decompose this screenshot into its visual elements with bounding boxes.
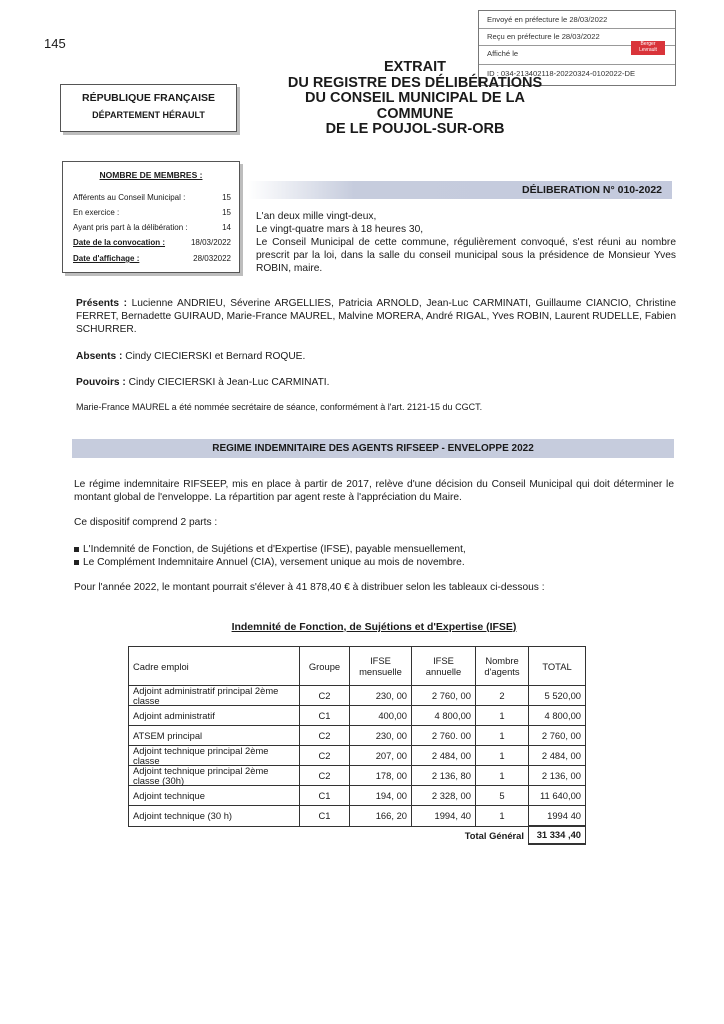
- table-cell: C2: [300, 726, 350, 746]
- table-cell: 1994 40: [529, 806, 586, 827]
- intro-line: L'an deux mille vingt-deux,: [256, 211, 377, 222]
- members-title: NOMBRE DE MEMBRES :: [99, 170, 203, 180]
- table-row: [129, 786, 586, 806]
- members-row-label: Afférents au Conseil Municipal :: [73, 193, 186, 202]
- bullet-text: L'Indemnité de Fonction, de Sujétions et d'Expertise (IFSE), payable mensuellement,: [83, 544, 466, 555]
- table-cell: 194, 00: [350, 786, 412, 806]
- table-cell: 400,00: [350, 706, 412, 726]
- column-header: Groupe: [300, 647, 350, 686]
- total-label: Total Général: [464, 829, 524, 841]
- table-cell: 5 520,00: [529, 686, 586, 706]
- table-row: [129, 706, 586, 726]
- members-row: [73, 193, 231, 202]
- body-paragraph: Le régime indemnitaire RIFSEEP, mis en place à partir de 2017, relève d'une décision du Conseil Municipal qui doit déterminer le montant global de l'enveloppe. La répartition par agent reste à l'appréciation du Maire.: [74, 479, 674, 503]
- bullet-icon: [74, 547, 79, 552]
- table-cell: 1: [476, 726, 529, 746]
- table-cell: 2 760. 00: [412, 726, 476, 746]
- table-cell: 230, 00: [350, 686, 412, 706]
- bullet-icon: [74, 560, 79, 565]
- republic-label: RÉPUBLIQUE FRANÇAISE: [81, 92, 215, 104]
- table-cell: 5: [476, 786, 529, 806]
- intro-line: Le vingt-quatre mars à 18 heures 30,: [256, 224, 424, 235]
- table-cell: C2: [300, 686, 350, 706]
- pouvoirs-text: Cindy CIECIERSKI à Jean-Luc CARMINATI.: [128, 377, 330, 388]
- table-cell: 2 484, 00: [529, 746, 586, 766]
- total-row: [129, 826, 586, 844]
- members-row: [73, 208, 231, 217]
- regime-title: REGIME INDEMNITAIRE DES AGENTS RIFSEEP - ENVELOPPE 2022: [212, 443, 534, 454]
- presents-paragraph: [76, 297, 676, 336]
- bullet-item: [74, 556, 674, 569]
- absents-text: Cindy CIECIERSKI et Bernard ROQUE.: [125, 351, 306, 362]
- table-cell: C1: [300, 706, 350, 726]
- secretaire-text: Marie-France MAUREL a été nommée secrétaire de séance, conformément à l'art. 2121-15 du CGCT.: [76, 402, 483, 412]
- table-cell: 2 328, 00: [412, 786, 476, 806]
- table-cell: 2: [476, 686, 529, 706]
- table-cell: ATSEM principal: [129, 726, 300, 746]
- column-header: TOTAL: [529, 647, 586, 686]
- table-cell: 207, 00: [350, 746, 412, 766]
- deliberation-banner: [248, 181, 672, 199]
- title-line: DE LE POUJOL-SUR-ORB: [325, 121, 505, 137]
- table-cell: 1994, 40: [412, 806, 476, 827]
- table-cell: 166, 20: [350, 806, 412, 827]
- members-row-value: 14: [222, 223, 231, 232]
- members-row-label: Date d'affichage :: [73, 254, 140, 263]
- table-cell: 4 800,00: [412, 706, 476, 726]
- title-line: DU REGISTRE DES DÉLIBÉRATIONS: [287, 74, 543, 91]
- presents-text: Lucienne ANDRIEU, Séverine ARGELLIES, Patricia ARNOLD, Jean-Luc CARMINATI, Guillaume CIANCIO, Christine FERRET, Bernadette GUIRAUD, Marie-France MAUREL, Malvine MORERA, André RIGAL, Yves ROBIN, Laurent RUDELLE, Fabien SCHURRER.: [76, 298, 676, 335]
- pouvoirs-paragraph: [76, 376, 676, 389]
- members-row: [73, 223, 231, 232]
- stamp-sent: Envoyé en préfecture le 28/03/2022: [487, 15, 608, 24]
- members-row-value: 18/03/2022: [190, 238, 231, 247]
- table-cell: 1: [476, 766, 529, 786]
- table-cell: Adjoint technique principal 2ème classe: [129, 746, 300, 766]
- table-cell: 2 136, 00: [529, 766, 586, 786]
- ifse-table: [128, 646, 586, 845]
- table-cell: C1: [300, 806, 350, 827]
- page-number: 145: [44, 36, 66, 51]
- members-row-label: En exercice :: [73, 208, 120, 217]
- table-cell: 1: [476, 706, 529, 726]
- title-line: COMMUNE: [376, 105, 454, 122]
- body-text: [74, 478, 674, 594]
- members-row-value: 28/032022: [193, 254, 231, 263]
- table-cell: Adjoint technique principal 2ème classe (30h): [129, 766, 300, 786]
- table-cell: C2: [300, 746, 350, 766]
- bullet-text: Le Complément Indemnitaire Annuel (CIA), versement unique au mois de novembre.: [83, 557, 465, 568]
- extract-title: [260, 60, 570, 138]
- body-paragraph: Pour l'année 2022, le montant pourrait s'élever à 41 878,40 € à distribuer selon les tableaux ci-dessous :: [74, 582, 545, 593]
- table-cell: Adjoint technique: [129, 786, 300, 806]
- column-header: IFSE mensuelle: [350, 647, 412, 686]
- table-row: [129, 726, 586, 746]
- table-cell: 2 760, 00: [529, 726, 586, 746]
- table-cell: Adjoint technique (30 h): [129, 806, 300, 827]
- table-cell: C1: [300, 786, 350, 806]
- members-row: [73, 238, 231, 247]
- table-cell: 1: [476, 746, 529, 766]
- members-row: [73, 254, 231, 263]
- table-row: [129, 686, 586, 706]
- bullet-item: [74, 543, 674, 556]
- column-header: IFSE annuelle: [412, 647, 476, 686]
- stamp-posted: Affiché le: [487, 49, 519, 58]
- regime-banner: [72, 439, 674, 458]
- column-header: Cadre emploi: [129, 647, 300, 686]
- republic-box: [60, 84, 237, 132]
- column-header: Nombre d'agents: [476, 647, 529, 686]
- members-row-value: 15: [222, 193, 231, 202]
- stamp-received: Reçu en préfecture le 28/03/2022: [487, 32, 600, 41]
- members-box: [62, 161, 240, 273]
- title-line: DU CONSEIL MUNICIPAL DE LA: [305, 90, 525, 106]
- pouvoirs-label: Pouvoirs :: [76, 377, 126, 388]
- table-cell: 11 640,00: [529, 786, 586, 806]
- title-line: EXTRAIT: [383, 59, 447, 75]
- table-cell: 178, 00: [350, 766, 412, 786]
- table-cell: 2 760, 00: [412, 686, 476, 706]
- table-row: [129, 746, 586, 766]
- table-cell: 2 136, 80: [412, 766, 476, 786]
- members-row-value: 15: [222, 208, 231, 217]
- table-cell: Adjoint administratif principal 2ème classe: [129, 686, 300, 706]
- absents-label: Absents :: [76, 351, 123, 362]
- stamp-id: ID : 034-213402118-20220324-0102022-DE: [487, 69, 636, 78]
- intro-text: [256, 210, 676, 275]
- table-cell: 4 800,00: [529, 706, 586, 726]
- intro-line: Le Conseil Municipal de cette commune, régulièrement convoqué, s'est réuni au nombre prescrit par la loi, dans la salle du conseil municipal sous la présidence de Monsieur Yves ROBIN, maire.: [256, 237, 676, 274]
- table-title: Indemnité de Fonction, de Sujétions et d'Expertise (IFSE): [231, 621, 517, 633]
- table-row: [129, 806, 586, 827]
- presents-label: Présents :: [76, 298, 128, 309]
- absents-paragraph: [76, 350, 676, 363]
- body-paragraph: Ce dispositif comprend 2 parts :: [74, 517, 218, 528]
- table-row: [129, 766, 586, 786]
- table-cell: Adjoint administratif: [129, 706, 300, 726]
- department-label: DÉPARTEMENT HÉRAULT: [92, 110, 205, 120]
- total-value: 31 334 ,40: [529, 826, 586, 844]
- table-header-row: [129, 647, 586, 686]
- table-cell: 1: [476, 806, 529, 827]
- berger-levrault-logo: Berger Levrault: [631, 41, 665, 55]
- table-cell: 2 484, 00: [412, 746, 476, 766]
- members-row-label: Date de la convocation :: [73, 238, 166, 247]
- deliberation-number: DÉLIBERATION N° 010-2022: [522, 184, 662, 196]
- table-cell: 230, 00: [350, 726, 412, 746]
- members-row-label: Ayant pris part à la délibération :: [73, 223, 188, 232]
- table-cell: C2: [300, 766, 350, 786]
- bullet-list: [74, 543, 674, 569]
